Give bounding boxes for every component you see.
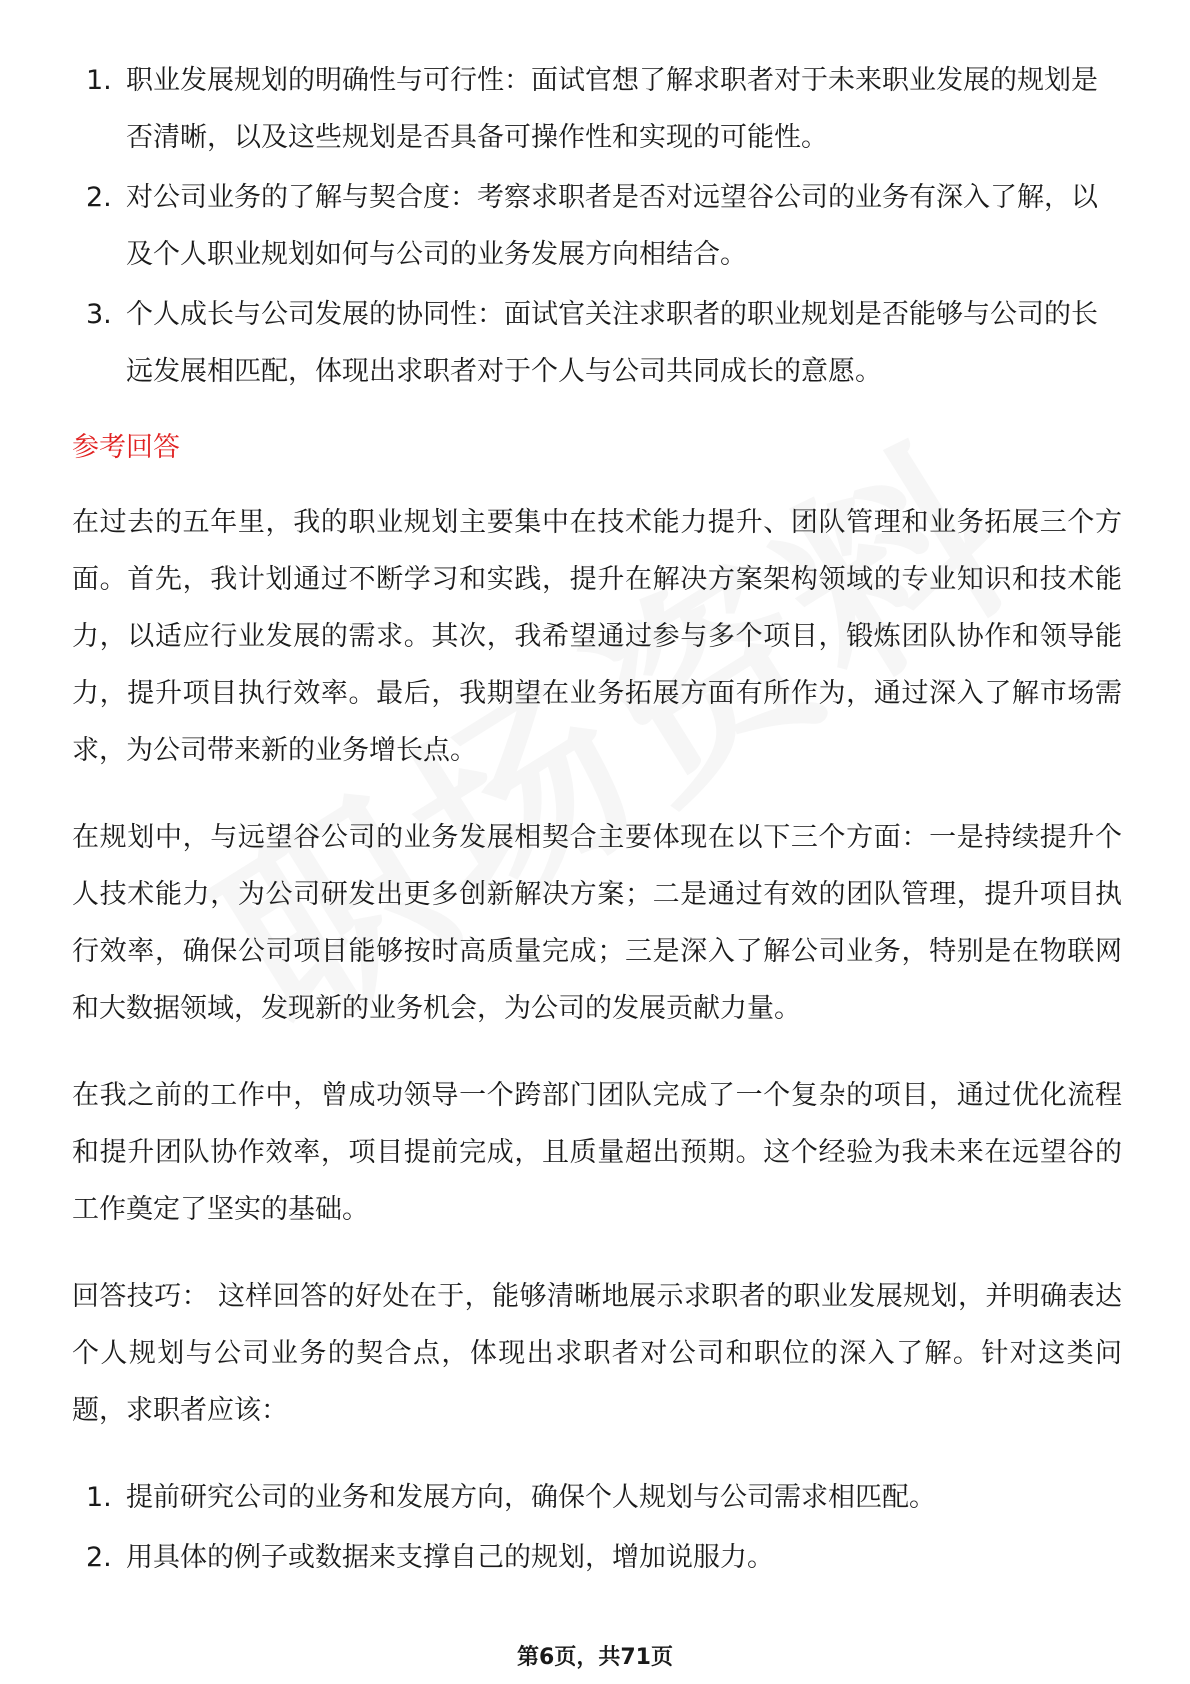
tips-list — [72, 1469, 1122, 1586]
list-item-text: 职业发展规划的明确性与可行性：面试官想了解求职者对于未来职业发展的规划是否清晰，以及这些规划是否具备可操作性和实现的可能性。 — [126, 65, 1098, 153]
list-item-text: 用具体的例子或数据来支撑自己的规划，增加说服力。 — [126, 1542, 774, 1573]
list-item-text: 个人成长与公司发展的协同性：面试官关注求职者的职业规划是否能够与公司的长远发展相匹配，体现出求职者对于个人与公司共同成长的意愿。 — [126, 299, 1098, 387]
list-item — [72, 286, 1122, 400]
answer-paragraph: 在过去的五年里，我的职业规划主要集中在技术能力提升、团队管理和业务拓展三个方面。首先，我计划通过不断学习和实践，提升在解决方案架构领域的专业知识和技术能力，以适应行业发展的需求。其次，我希望通过参与多个项目，锻炼团队协作和领导能力，提升项目执行效率。最后，我期望在业务拓展方面有所作为，通过深入了解市场需求，为公司带来新的业务增长点。 — [72, 507, 1122, 766]
reference-heading: 参考回答 — [72, 432, 180, 463]
list-item-text: 对公司业务的了解与契合度：考察求职者是否对远望谷公司的业务有深入了解，以及个人职业规划如何与公司的业务发展方向相结合。 — [126, 182, 1098, 270]
answer-paragraph: 在我之前的工作中，曾成功领导一个跨部门团队完成了一个复杂的项目，通过优化流程和提升团队协作效率，项目提前完成，且质量超出预期。这个经验为我未来在远望谷的工作奠定了坚实的基础。 — [72, 1080, 1122, 1225]
list-item — [72, 1529, 1122, 1586]
page-footer: 第6页，共71页 — [517, 1645, 673, 1670]
list-number: 2. — [86, 1542, 112, 1573]
page-content — [72, 52, 1122, 1589]
answer-paragraph: 在规划中，与远望谷公司的业务发展相契合主要体现在以下三个方面：一是持续提升个人技术能力，为公司研发出更多创新解决方案；二是通过有效的团队管理，提升项目执行效率，确保公司项目能够按时高质量完成；三是深入了解公司业务，特别是在物联网和大数据领域，发现新的业务机会，为公司的发展贡献力量。 — [72, 822, 1122, 1024]
list-item — [72, 1469, 1122, 1526]
criteria-list — [72, 52, 1122, 400]
list-item — [72, 169, 1122, 283]
list-number: 2. — [86, 182, 112, 213]
list-number: 3. — [86, 299, 112, 330]
list-item-text: 提前研究公司的业务和发展方向，确保个人规划与公司需求相匹配。 — [126, 1482, 936, 1513]
list-item — [72, 52, 1122, 166]
list-number: 1. — [86, 65, 112, 96]
list-number: 1. — [86, 1482, 112, 1513]
tips-paragraph: 回答技巧： 这样回答的好处在于，能够清晰地展示求职者的职业发展规划，并明确表达个人规划与公司业务的契合点，体现出求职者对公司和职位的深入了解。针对这类问题，求职者应该： — [72, 1281, 1122, 1426]
